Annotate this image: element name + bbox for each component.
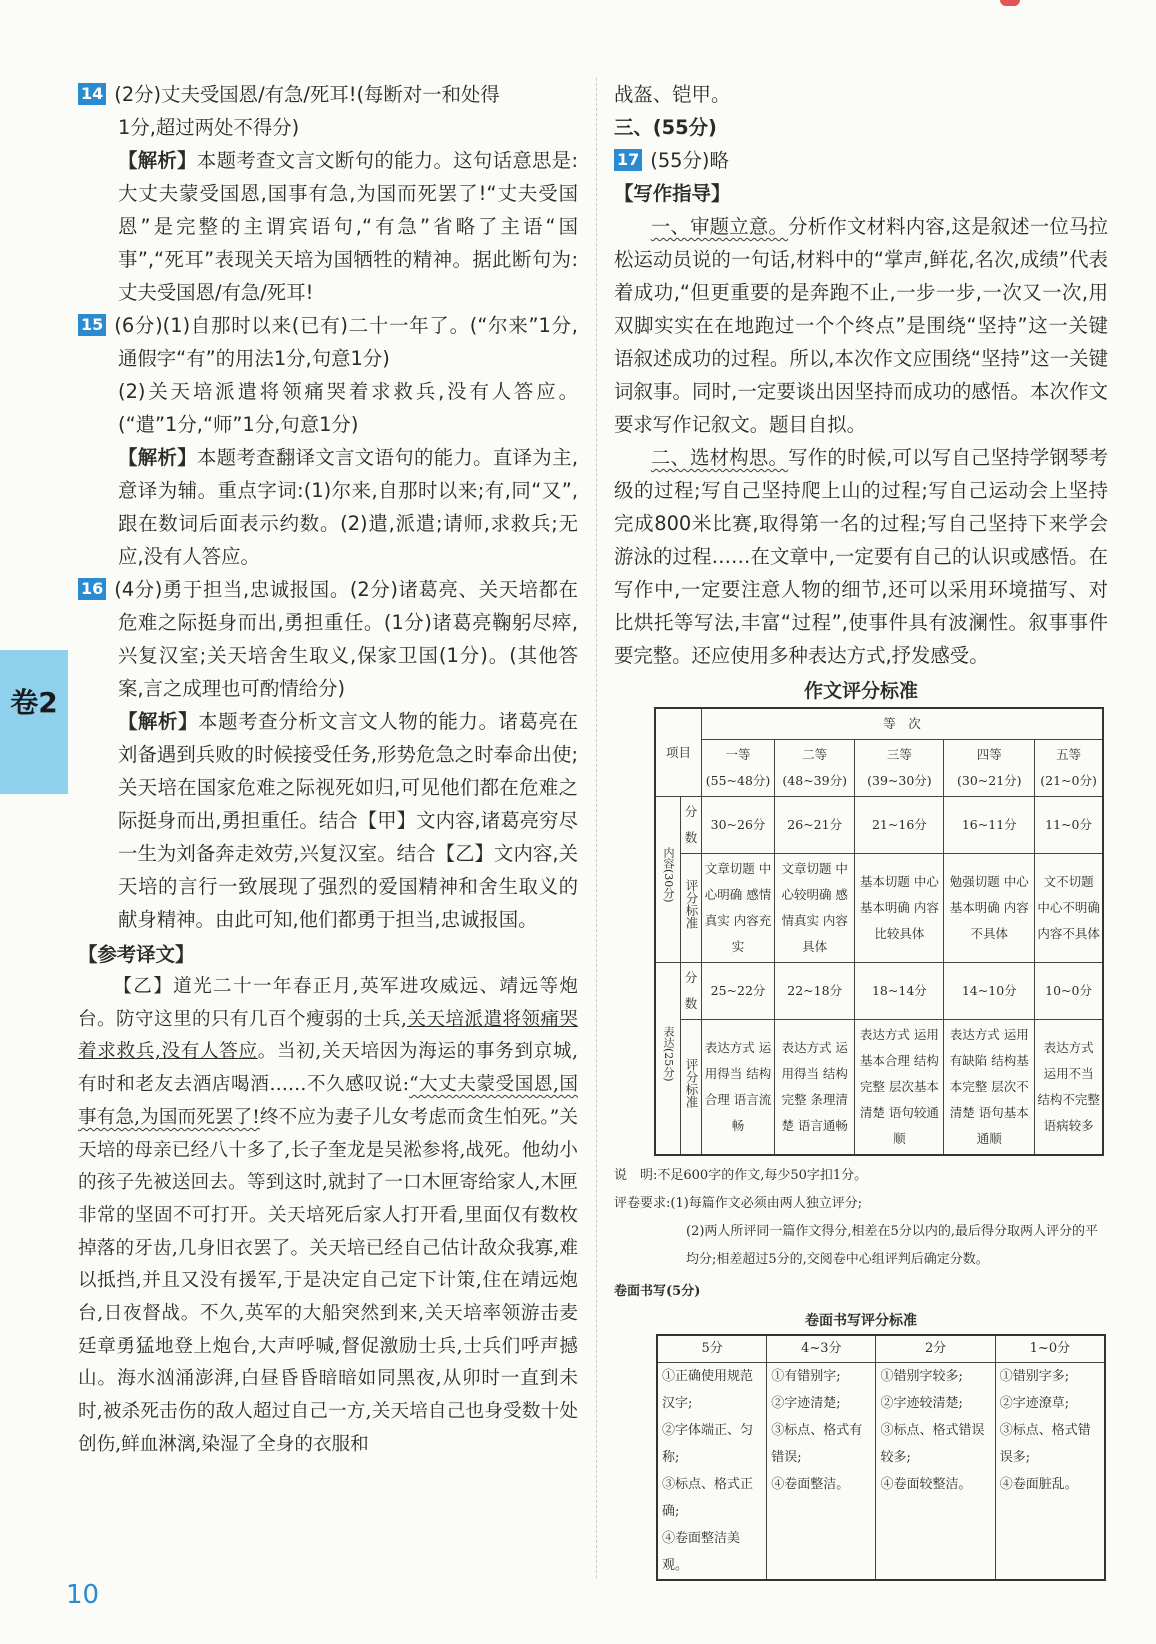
hw-header-2: 4~3分 <box>767 1335 876 1363</box>
ref-text-a: 【乙】道光二十一年春正月,英军进攻威远、靖远等炮台。防守这里的只有几百个瘦弱的士兵, <box>78 976 578 1030</box>
q16-analysis <box>78 705 578 936</box>
content-crit-5: 文不切题 中心不明确 内容不具体 <box>1035 854 1103 963</box>
side-tab-volume: 卷2 <box>0 650 68 794</box>
content-score-2: 26~21分 <box>774 797 854 854</box>
q15-answer-3: (2)关天培派遣将领痛哭着求救兵,没有人答应。(“遣”1分,“师”1分,句意1分) <box>118 380 578 436</box>
q14-answer-text: (2分)丈夫受国恩/有急/死耳!(每断对一和处得 <box>114 83 500 106</box>
q14-analysis-text: 本题考查文言文断句的能力。这句话意思是:大丈夫蒙受国恩,国事有急,为国而死罢了!“丈夫受国恩”是完整的主谓宾语句,“有急”省略了主语“国事”,“死耳”表现关天培为国牺牲的精神。据此断句为:丈夫受国恩/有急/死耳! <box>118 149 578 304</box>
column-divider <box>596 78 597 1578</box>
content-crit-4: 勉强切题 中心基本明确 内容不具体 <box>944 854 1035 963</box>
content-crit-3: 基本切题 中心基本明确 内容比较具体 <box>855 854 944 963</box>
handwriting-table-title: 卷面书写评分标准 <box>805 1313 917 1329</box>
q14-analysis <box>78 144 578 309</box>
hw-col-4: ①错别字多; ②字迹潦草; ③标点、格式错误多; ④卷面脏乱。 <box>995 1363 1105 1581</box>
handwriting-label: 卷面书写(5分) <box>614 1284 701 1299</box>
note-grading-2: (2)两人所评同一篇作文得分,相差在5分以内的,最后得分取两人评分的平均分;相差超过5分的,交阅卷中心组评判后确定分数。 <box>686 1224 1098 1267</box>
content-crit-1: 文章切题 中心明确 感情真实 内容充实 <box>702 854 775 963</box>
guide-part-2-title: 二、选材构思。 <box>650 446 789 469</box>
q16-answer <box>78 573 578 705</box>
q15-number: 15 <box>78 314 106 336</box>
q16-number: 16 <box>78 578 106 600</box>
analysis-label: 【解析】 <box>118 710 199 733</box>
q17-number: 17 <box>614 149 642 171</box>
hw-header-3: 2分 <box>876 1335 995 1363</box>
reference-translation-label: 【参考译文】 <box>78 943 195 966</box>
q14-answer <box>78 78 578 144</box>
grade-3: 三等 (39~30分) <box>855 740 944 797</box>
q16-answer-text: (4分)勇于担当,忠诚报国。(2分)诸葛亮、关天培都在危难之际挺身而出,勇担重任。(1分)诸葛亮鞠躬尽瘁,兴复汉室;关天培舍生取义,保家卫国(1分)。(其他答案,言之成理也可酌情给分) <box>114 578 578 700</box>
expr-crit-1: 表达方式 运用得当 结构合理 语言流畅 <box>702 1020 775 1156</box>
grade-header: 等 次 <box>702 708 1103 740</box>
writing-guide-label: 【写作指导】 <box>614 182 731 205</box>
hw-col-3: ①错别字较多; ②字迹较清楚; ③标点、格式错误较多; ④卷面较整洁。 <box>876 1363 995 1581</box>
expr-score-2: 22~18分 <box>774 963 854 1020</box>
hw-col-2: ①有错别字; ②字迹清楚; ③标点、格式有错误; ④卷面整洁。 <box>767 1363 876 1581</box>
expression-label: 表达(25分) <box>655 963 681 1156</box>
right-column <box>614 78 1108 1581</box>
expr-crit-3: 表达方式 运用基本合理 结构完整 层次基本清楚 语句较通顺 <box>855 1020 944 1156</box>
hw-header-4: 1~0分 <box>995 1335 1105 1363</box>
expr-crit-5: 表达方式 运用不当 结构不完整 语病较多 <box>1035 1020 1103 1156</box>
note-length: 说 明:不足600字的作文,每少50字扣1分。 <box>614 1168 868 1183</box>
q15-answer-1: (6分)(1)自那时以来(已有)二十一年了。(“尔来” <box>114 314 539 337</box>
page-number: 10 <box>66 1580 100 1610</box>
q15-answer <box>78 309 578 441</box>
expr-score-4: 14~10分 <box>944 963 1035 1020</box>
top-edge-mark <box>1000 0 1020 6</box>
hw-col-1: ①正确使用规范汉字; ②字体端正、匀称; ③标点、格式正确; ④卷面整洁美观。 <box>657 1363 767 1581</box>
ref-text-c: 终不应为妻子儿女考虑而贪生怕死。”关天培的母亲已经八十多了,长子奎龙是吴淞参将,战死。他幼小的孩子先被送回去。等到这时,就封了一口木匣寄给家人,木匣非常的坚固不可打开。关天培死后家人打开看,里面仅有数枚掉落的牙齿,几身旧衣罢了。关天培已经自己估计敌众我寡,难以抵挡,并且又没有援军,于是决定自己定下计策,住在靖远炮台,日夜督战。不久,英军的大船突然到来,关天培率领游击麦廷章勇猛地登上炮台,大声呼喊,督促激励士兵,士兵们呼声撼山。海水汹涌澎湃,白昼昏昏暗暗如同黑夜,从卯时一直到未时,被杀死击伤的敌人超过自己一方,关天培自己也身受数十处创伤,鲜血淋漓,染湿了全身的衣服和 <box>78 1106 578 1455</box>
table-corner-item: 项目 <box>655 708 702 797</box>
left-column <box>78 78 578 1462</box>
q14-answer-text2: 1分,超过两处不得分) <box>118 116 300 139</box>
expr-score-5: 10~0分 <box>1035 963 1103 1020</box>
guide-part-2-text: 写作的时候,可以写自己坚持学钢琴考级的过程;写自己坚持爬上山的过程;写自己运动会上坚持完成800米比赛,取得第一名的过程;写自己坚持下来学会游泳的过程……在文章中,一定要有自己的认识或感悟。在写作中,一定要注意人物的细节,还可以采用环境描写、对比烘托等写法,丰富“过程”,使事件具有波澜性。叙事事件要完整。还应使用多种表达方式,抒发感受。 <box>614 446 1109 667</box>
criteria-label: 评分标准 <box>681 854 702 963</box>
reference-translation <box>78 971 578 1462</box>
q15-answer-2: 1分,通假字“有”的用法1分,句意1分) <box>118 314 578 370</box>
analysis-label: 【解析】 <box>118 446 197 469</box>
guide-part-1 <box>614 210 1108 441</box>
q17-answer <box>614 144 1108 177</box>
note-grading-1: 评卷要求:(1)每篇作文必须由两人独立评分; <box>614 1196 863 1211</box>
q14-number: 14 <box>78 83 106 105</box>
guide-part-1-title: 一、审题立意。 <box>650 215 789 238</box>
grade-5: 五等 (21~0分) <box>1035 740 1103 797</box>
expr-crit-2: 表达方式 运用得当 结构完整 条理清楚 语言通畅 <box>774 1020 854 1156</box>
section-three-heading: 三、(55分) <box>614 116 717 139</box>
q15-analysis-text: 本题考查翻译文言文语句的能力。直译为主,意译为辅。重点字词:(1)尔来,自那时以来;有,同“又”,跟在数词后面表示约数。(2)遣,派遣;请师,求救兵;无应,没有人答应。 <box>118 446 579 568</box>
expr-score-3: 18~14分 <box>855 963 944 1020</box>
guide-part-1-text: 分析作文材料内容,这是叙述一位马拉松运动员说的一句话,材料中的“掌声,鲜花,名次,成绩”代表着成功,“但更重要的是奔跑不止,一步一步,一次又一次,用双脚实实在在地跑过一个个终点”是围绕“坚持”这一关键语叙述成功的过程。所以,本次作文应围绕“坚持”这一关键词叙事。同时,一定要谈出因坚持而成功的感悟。本次作文要求写作记叙文。题目自拟。 <box>614 215 1109 436</box>
hw-header-1: 5分 <box>657 1335 767 1363</box>
guide-part-2 <box>614 441 1108 672</box>
content-score-5: 11~0分 <box>1035 797 1103 854</box>
content-score-4: 16~11分 <box>944 797 1035 854</box>
expr-crit-4: 表达方式 运用有缺陷 结构基本完整 层次不清楚 语句基本通顺 <box>944 1020 1035 1156</box>
content-score-3: 21~16分 <box>855 797 944 854</box>
q15-analysis <box>78 441 578 573</box>
analysis-label: 【解析】 <box>118 149 197 172</box>
essay-score-table-title: 作文评分标准 <box>803 680 918 702</box>
score-label: 分数 <box>681 963 702 1020</box>
criteria-label: 评分标准 <box>681 1020 702 1156</box>
score-label: 分数 <box>681 797 702 854</box>
expr-score-1: 25~22分 <box>702 963 775 1020</box>
ref-text-wavy: “大丈夫蒙受国恩,国事有急,为国而死罢了! <box>78 1074 578 1128</box>
q17-answer-text: (55分)略 <box>650 149 729 172</box>
essay-score-table <box>654 707 1104 1156</box>
content-crit-2: 文章切题 中心较明确 感情真实 内容具体 <box>774 854 854 963</box>
handwriting-score-table <box>656 1334 1106 1581</box>
content-label: 内容(30分) <box>655 797 681 963</box>
grade-1: 一等 (55~48分) <box>702 740 775 797</box>
content-score-1: 30~26分 <box>702 797 775 854</box>
translation-continued: 战盔、铠甲。 <box>614 83 731 106</box>
ref-text-b: 。当初,关天培因为海运的事务到京城,有时和老友去酒店喝酒……不久感叹说: <box>78 1041 578 1096</box>
q16-analysis-text: 本题考查分析文言文人物的能力。诸葛亮在刘备遇到兵败的时候接受任务,形势危急之时奉命出使;关天培在国家危难之际视死如归,可见他们都在危难之际挺身而出,勇担重任。结合【甲】文内容,诸葛亮穷尽一生为刘备奔走效劳,兴复汉室。结合【乙】文内容,关天培的言行一致展现了强烈的爱国精神和舍生取义的献身精神。由此可知,他们都勇于担当,忠诚报国。 <box>118 710 579 931</box>
grade-2: 二等 (48~39分) <box>774 740 854 797</box>
grade-4: 四等 (30~21分) <box>944 740 1035 797</box>
ref-text-underlined: 关天培派遣将领痛哭着求救兵,没有人答应 <box>78 1008 578 1063</box>
